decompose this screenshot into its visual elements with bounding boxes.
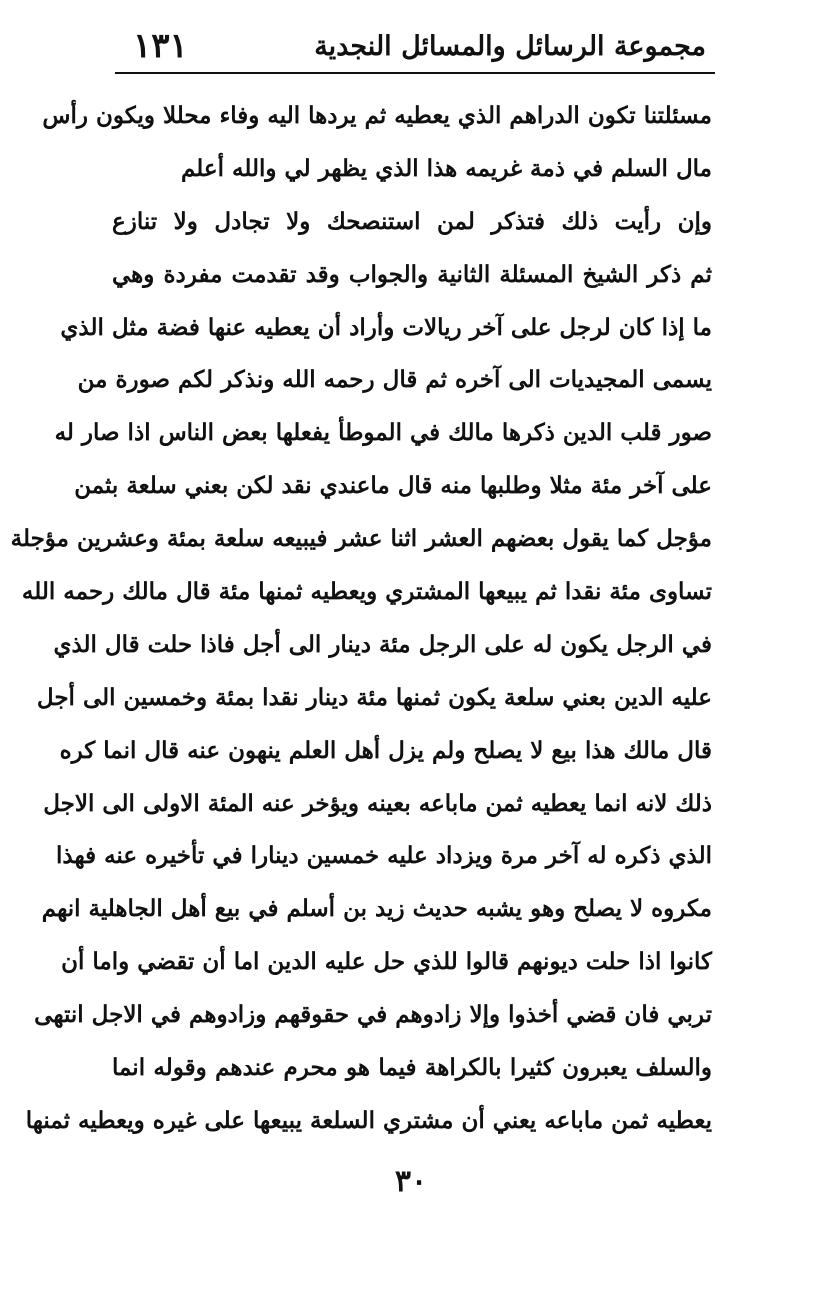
text-line: ذلك لانه انما يعطيه ثمن ماباعه بعينه ويؤخر عنه المئة الاولى الى الاجل xyxy=(43,789,712,817)
text-line: ما إذا كان لرجل على آخر ريالات وأراد أن يعطيه عنها فضة مثل الذي xyxy=(60,313,712,341)
text-line: كانوا اذا حلت ديونهم قالوا للذي حل عليه الدين اما أن تقضي واما أن xyxy=(61,948,712,976)
text-line: والسلف يعبرون كثيرا بالكراهة فيما هو محرم عندهم وقوله انما xyxy=(112,1054,712,1082)
text-line: ثم ذكر الشيخ المسئلة الثانية والجواب وقد تقدمت مفردة وهي xyxy=(112,260,712,288)
text-line: الذي ذكره له آخر مرة ويزداد عليه خمسين دينارا في تأخيره عنه فهذا xyxy=(56,842,712,870)
text-line: تساوى مئة نقدا ثم يبيعها المشتري ويعطيه ثمنها مئة قال مالك رحمه الله xyxy=(21,578,712,606)
text-line: يسمى المجيديات الى آخره ثم قال رحمه الله ونذكر لكم صورة من xyxy=(77,366,712,394)
header-page-number: ١٣١ xyxy=(133,26,188,66)
text-line: على آخر مئة مثلا وطلبها منه قال ماعندي نقد لكن بعني سلعة بثمن xyxy=(74,472,712,500)
running-header xyxy=(115,22,710,70)
header-title: مجموعة الرسائل والمسائل النجدية xyxy=(314,31,706,62)
text-line: قال مالك هذا بيع لا يصلح ولم يزل أهل العلم ينهون عنه قال انما كره xyxy=(59,736,712,764)
text-line: مكروه لا يصلح وهو يشبه حديث زيد بن أسلم في بيع أهل الجاهلية انهم xyxy=(41,895,712,923)
text-line: في الرجل يكون له على الرجل مئة دينار الى أجل فاذا حلت قال الذي xyxy=(53,630,712,658)
text-line: عليه الدين بعني سلعة يكون ثمنها مئة دينار نقدا بمئة وخمسين الى أجل xyxy=(36,683,712,711)
text-line: مسئلتنا تكون الدراهم الذي يعطيه ثم يردها اليه وفاء محللا ويكون رأس xyxy=(42,102,712,129)
text-line: وإن رأيت ذلك فتذكر لمن استنصحك ولا تجادل ولا تنازع xyxy=(112,207,712,235)
text-line: مال السلم في ذمة غريمه هذا الذي يظهر لي والله أعلم xyxy=(180,154,712,182)
text-line: مؤجل كما يقول بعضهم العشر اثنا عشر فيبيعه سلعة بمئة وعشرين مؤجلة xyxy=(10,525,712,553)
footer-page-number: ٣٠ xyxy=(394,1164,428,1199)
header-divider xyxy=(115,72,715,74)
body-text xyxy=(10,90,712,1148)
text-line: يعطيه ثمن ماباعه يعني أن مشتري السلعة يبيعها على غيره ويعطيه ثمنها xyxy=(25,1106,712,1134)
text-line: تربي فان قضي أخذوا وإلا زادوهم في حقوقهم وزادوهم في الاجل انتهى xyxy=(34,1001,712,1029)
text-line: صور قلب الدين ذكرها مالك في الموطأ يفعلها بعض الناس اذا صار له xyxy=(54,419,712,447)
